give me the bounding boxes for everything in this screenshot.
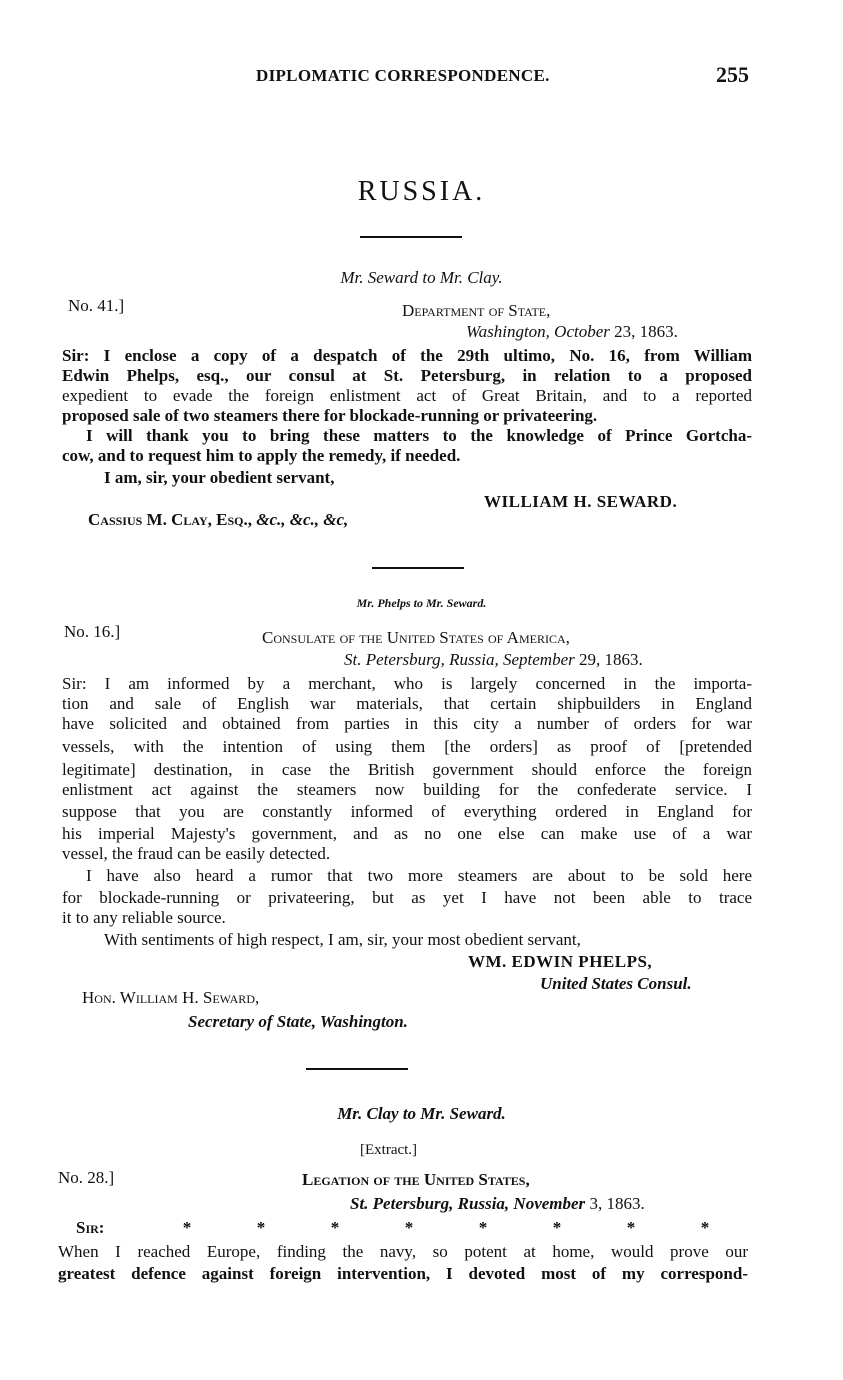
letter1-closing: I am, sir, your obedient servant, [104,468,335,487]
letter3-salutation: Sir: [76,1218,105,1237]
letter1-body-line: cow, and to request him to apply the remedy, if needed. [62,446,461,465]
ellipsis-stars [150,1218,742,1238]
letter2-body-line: I have also heard a rumor that two more steamers are about to be sold here [86,866,752,885]
star: * [552,1218,562,1237]
letter1-heading: Mr. Seward to Mr. Clay. [340,268,503,287]
letter1-divider [372,567,464,569]
letter1-number: No. 41.] [68,296,125,315]
letter1-addressee-etc: &c., &c., &c, [256,510,349,529]
letter2-date-year: 29, 1863. [578,650,643,669]
letter3-heading: Mr. Clay to Mr. Seward. [337,1104,506,1123]
letter3-body-line: When I reached Europe, finding the navy, so potent at home, would prove our [58,1242,748,1261]
letter2-body-line: vessel, the fraud can be easily detected. [62,844,331,863]
letter3-place-date: St. Petersburg, Russia, November [350,1194,586,1213]
letter2-signature: WM. EDWIN PHELPS, [468,952,653,971]
letter2-addressee-name: Hon. William H. Seward, [82,988,260,1007]
letter2-dateline [344,650,643,670]
letter3-body-line: greatest defence against foreign intervention, I devoted most of my correspond- [58,1264,748,1283]
letter2-body-line: suppose that you are constantly informed of everything ordered in England for [62,802,752,821]
letter1-dateline [466,322,678,342]
letter2-heading: Mr. Phelps to Mr. Seward. [356,596,487,610]
letter1-body-line: Edwin Phelps, esq., our consul at St. Petersburg, in relation to a proposed [62,366,752,385]
section-title: RUSSIA. [357,176,486,207]
letter2-body-line: tion and sale of English war materials, that certain shipbuilders in England [62,694,752,713]
letter2-signature-title: United States Consul. [540,974,692,993]
letter3-dateline [350,1194,645,1214]
letter1-body-line: I will thank you to bring these matters to the knowledge of Prince Gortcha- [86,426,752,445]
letter2-place-date: St. Petersburg, Russia, September [344,650,575,669]
letter1-body-line: expedient to evade the foreign enlistment act of Great Britain, and to a reported [62,386,752,405]
letter1-place-date: Washington, October [466,322,610,341]
star: * [700,1218,710,1237]
letter2-body-line: have solicited and obtained from parties in this city a number of orders for war [62,714,752,733]
running-head-title: DIPLOMATIC CORRESPONDENCE. [256,66,550,85]
section-divider [360,236,462,238]
letter1-body-line: proposed sale of two steamers there for blockade-running or privateering. [62,406,598,425]
letter2-body-line: it to any reliable source. [62,908,226,927]
star: * [330,1218,340,1237]
letter1-date-year: 23, 1863. [614,322,678,341]
letter1-addressee [88,510,348,530]
letter2-body-line: enlistment act against the steamers now building for the confederate service. I [62,780,752,799]
star: * [404,1218,414,1237]
star: * [256,1218,266,1237]
letter3-extract-note: [Extract.] [360,1142,418,1158]
letter2-number: No. 16.] [64,622,121,641]
letter2-body-line: legitimate] destination, in case the British government should enforce the foreign [62,760,752,779]
letter3-number: No. 28.] [58,1168,115,1187]
letter1-signature: WILLIAM H. SEWARD. [484,492,678,511]
letter2-body-line: his imperial Majesty's government, and as no one else can make use of a war [62,824,752,843]
star: * [626,1218,636,1237]
letter2-body-line: for blockade-running or privateering, but as yet I have not been able to trace [62,888,752,907]
page-number: 255 [716,62,749,87]
letter2-body-line: vessels, with the intention of using them [the orders] as proof of [pretended [62,737,752,756]
letter2-closing: With sentiments of high respect, I am, sir, your most obedient servant, [104,930,581,949]
letter2-addressee-title: Secretary of State, Washington. [188,1012,408,1031]
star: * [182,1218,192,1237]
letter2-office: Consulate of the United States of America, [262,628,570,647]
letter1-addressee-name: Cassius M. Clay, Esq., [88,510,252,529]
letter2-body-line: Sir: I am informed by a merchant, who is largely concerned in the importa- [62,674,752,693]
letter3-date-year: 3, 1863. [589,1194,645,1213]
star: * [478,1218,488,1237]
letter2-divider [306,1068,408,1070]
letter1-body-line: Sir: I enclose a copy of a despatch of the 29th ultimo, No. 16, from William [62,346,752,365]
letter1-office: Department of State, [402,301,551,320]
letter3-office: Legation of the United States, [302,1170,530,1189]
